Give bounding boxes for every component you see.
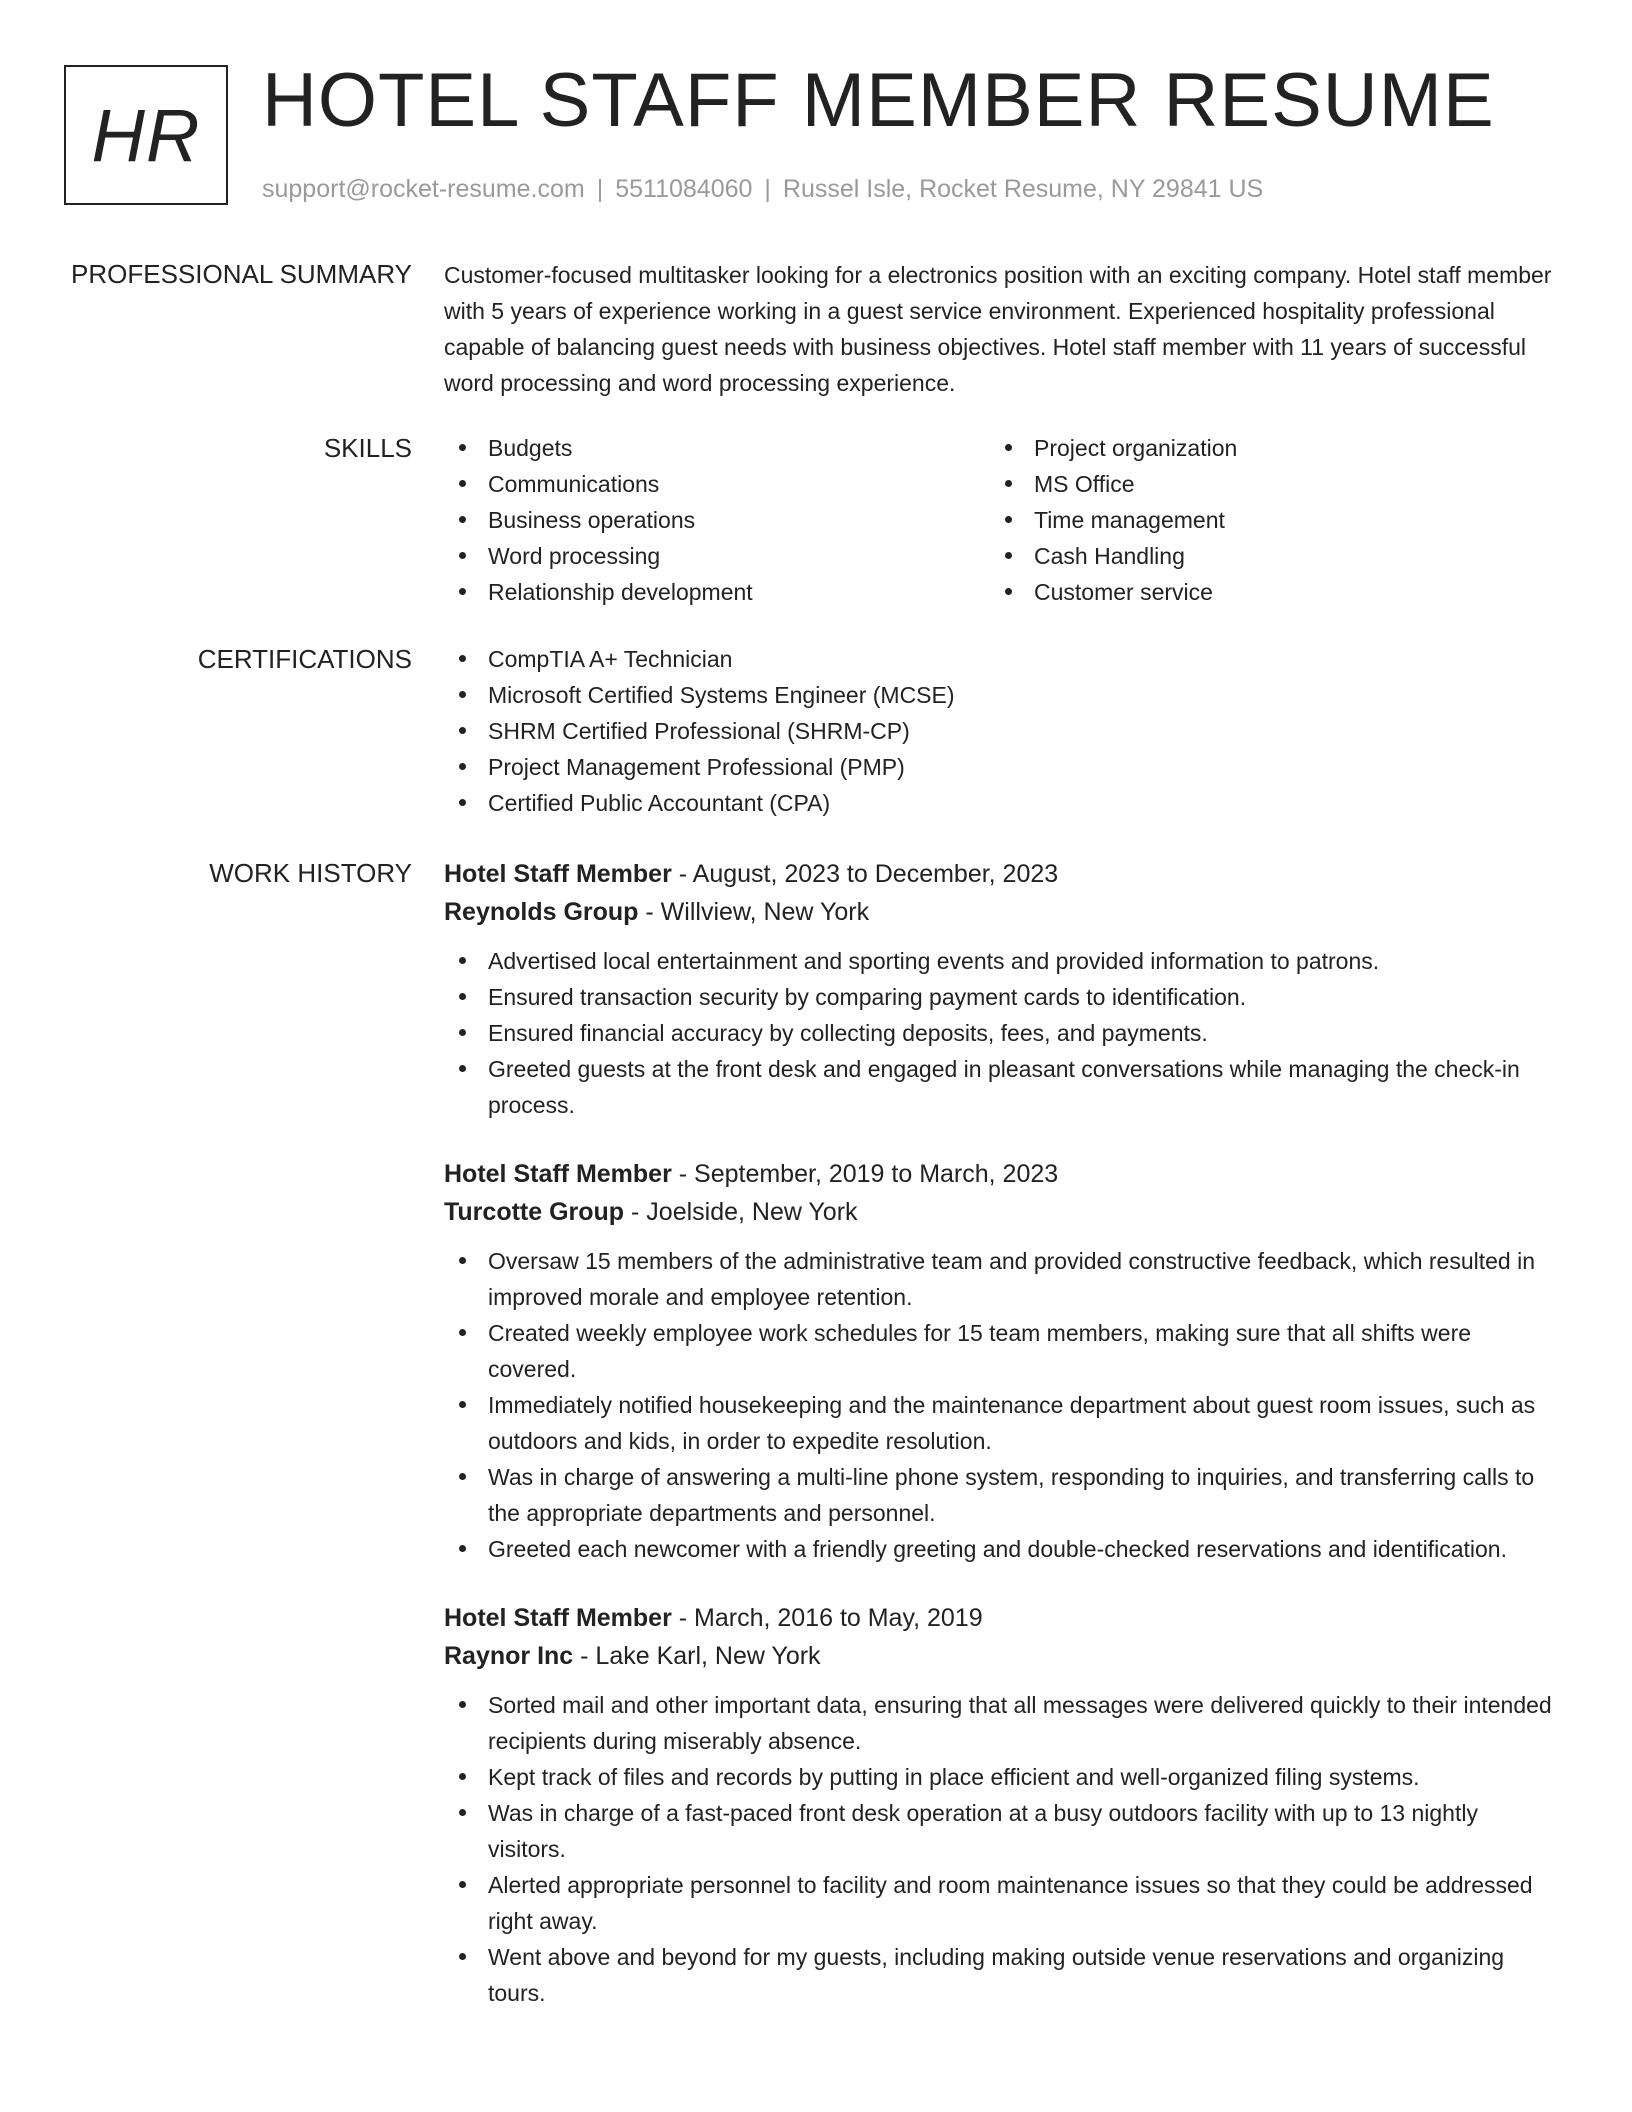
job-bullet: Sorted mail and other important data, ensuring that all messages were delivered quickly to their intended recipients during miserably absence. [444,1687,1560,1759]
job-bullet: Greeted guests at the front desk and engaged in pleasant conversations while managing the check-in process. [444,1051,1560,1123]
job-title-line [444,1155,1560,1193]
job-bullet: Ensured financial accuracy by collecting deposits, fees, and payments. [444,1015,1560,1051]
skill-item: Communications [444,466,990,502]
job-company: Raynor Inc [444,1642,574,1670]
job-bullets [444,1687,1560,2011]
skill-item: MS Office [990,466,1536,502]
job-company-line [444,893,1560,931]
certification-item: Project Management Professional (PMP) [444,749,1560,785]
job-title: Hotel Staff Member [444,1160,672,1188]
job-dates: - March, 2016 to May, 2019 [671,1604,983,1632]
job-bullet: Ensured transaction security by comparing payment cards to identification. [444,979,1560,1015]
certifications-list [444,641,1560,821]
job-title: Hotel Staff Member [444,860,672,888]
summary-text: Customer-focused multitasker looking for a electronics position with an exciting company. Hotel staff member with 5 years of experience working in a guest service environment. Experienced hospitality professional capable of balancing guest needs with business objectives. Hotel staff member with 11 years of successful word processing and word processing experience. [444,262,1552,396]
job-location: - Joelside, New York [624,1198,858,1226]
contact-line [262,175,1263,204]
certification-item: Certified Public Accountant (CPA) [444,785,1560,821]
skill-item: Budgets [444,430,990,466]
job-dates: - August, 2023 to December, 2023 [671,860,1059,888]
job-company-line [444,1637,1560,1675]
certification-item: CompTIA A+ Technician [444,641,1560,677]
contact-phone: 5511084060 [615,175,753,203]
job-entry [444,855,1560,1123]
contact-email: support@rocket-resume.com [262,175,585,203]
job-bullet: Was in charge of a fast-paced front desk operation at a busy outdoors facility with up to 13 nightly visitors. [444,1795,1560,1867]
skill-item: Business operations [444,502,990,538]
job-title: Hotel Staff Member [444,1604,672,1632]
job-bullets [444,943,1560,1123]
job-company: Turcotte Group [444,1198,625,1226]
skill-item: Time management [990,502,1536,538]
job-bullet: Greeted each newcomer with a friendly greeting and double-checked reservations and identification. [444,1531,1560,1567]
monogram-box [64,65,228,205]
job-dates: - September, 2019 to March, 2023 [671,1160,1059,1188]
job-title-line [444,1599,1560,1637]
certifications-heading: CERTIFICATIONS [197,644,412,674]
job-company: Reynolds Group [444,898,639,926]
monogram-initials: HR [91,93,201,177]
job-location: - Lake Karl, New York [573,1642,821,1670]
job-bullet: Kept track of files and records by putting in place efficient and well-organized filing systems. [444,1759,1560,1795]
job-bullet: Created weekly employee work schedules for 15 team members, making sure that all shifts were covered. [444,1315,1560,1387]
job-location: - Willview, New York [638,898,870,926]
contact-separator: | [596,175,604,203]
resume-title: HOTEL STAFF MEMBER RESUME [262,58,1495,143]
job-bullet: Was in charge of answering a multi-line phone system, responding to inquiries, and transferring calls to the appropriate departments and personnel. [444,1459,1560,1531]
skill-item: Word processing [444,538,990,574]
certification-item: Microsoft Certified Systems Engineer (MCSE) [444,677,1560,713]
skill-item: Relationship development [444,574,990,610]
job-title-line [444,855,1560,893]
skill-item: Project organization [990,430,1536,466]
job-entry [444,1155,1560,1567]
job-company-line [444,1193,1560,1231]
certification-item: SHRM Certified Professional (SHRM-CP) [444,713,1560,749]
skill-item: Customer service [990,574,1536,610]
work-history-heading: WORK HISTORY [209,858,412,888]
contact-address: Russel Isle, Rocket Resume, NY 29841 US [782,175,1264,203]
job-bullet: Immediately notified housekeeping and the maintenance department about guest room issues, such as outdoors and kids, in order to expedite resolution. [444,1387,1560,1459]
job-entry [444,1599,1560,2011]
skills-list-right [990,430,1536,610]
job-bullet: Alerted appropriate personnel to facility and room maintenance issues so that they could be addressed right away. [444,1867,1560,1939]
skills-heading: SKILLS [323,433,412,463]
job-bullet: Oversaw 15 members of the administrative team and provided constructive feedback, which resulted in improved morale and employee retention. [444,1243,1560,1315]
summary-heading: PROFESSIONAL SUMMARY [71,259,412,289]
job-bullets [444,1243,1560,1567]
skills-list-left [444,430,990,610]
job-bullet: Advertised local entertainment and sporting events and provided information to patrons. [444,943,1560,979]
contact-separator: | [764,175,771,203]
job-bullet: Went above and beyond for my guests, including making outside venue reservations and organizing tours. [444,1939,1560,2011]
skill-item: Cash Handling [990,538,1536,574]
